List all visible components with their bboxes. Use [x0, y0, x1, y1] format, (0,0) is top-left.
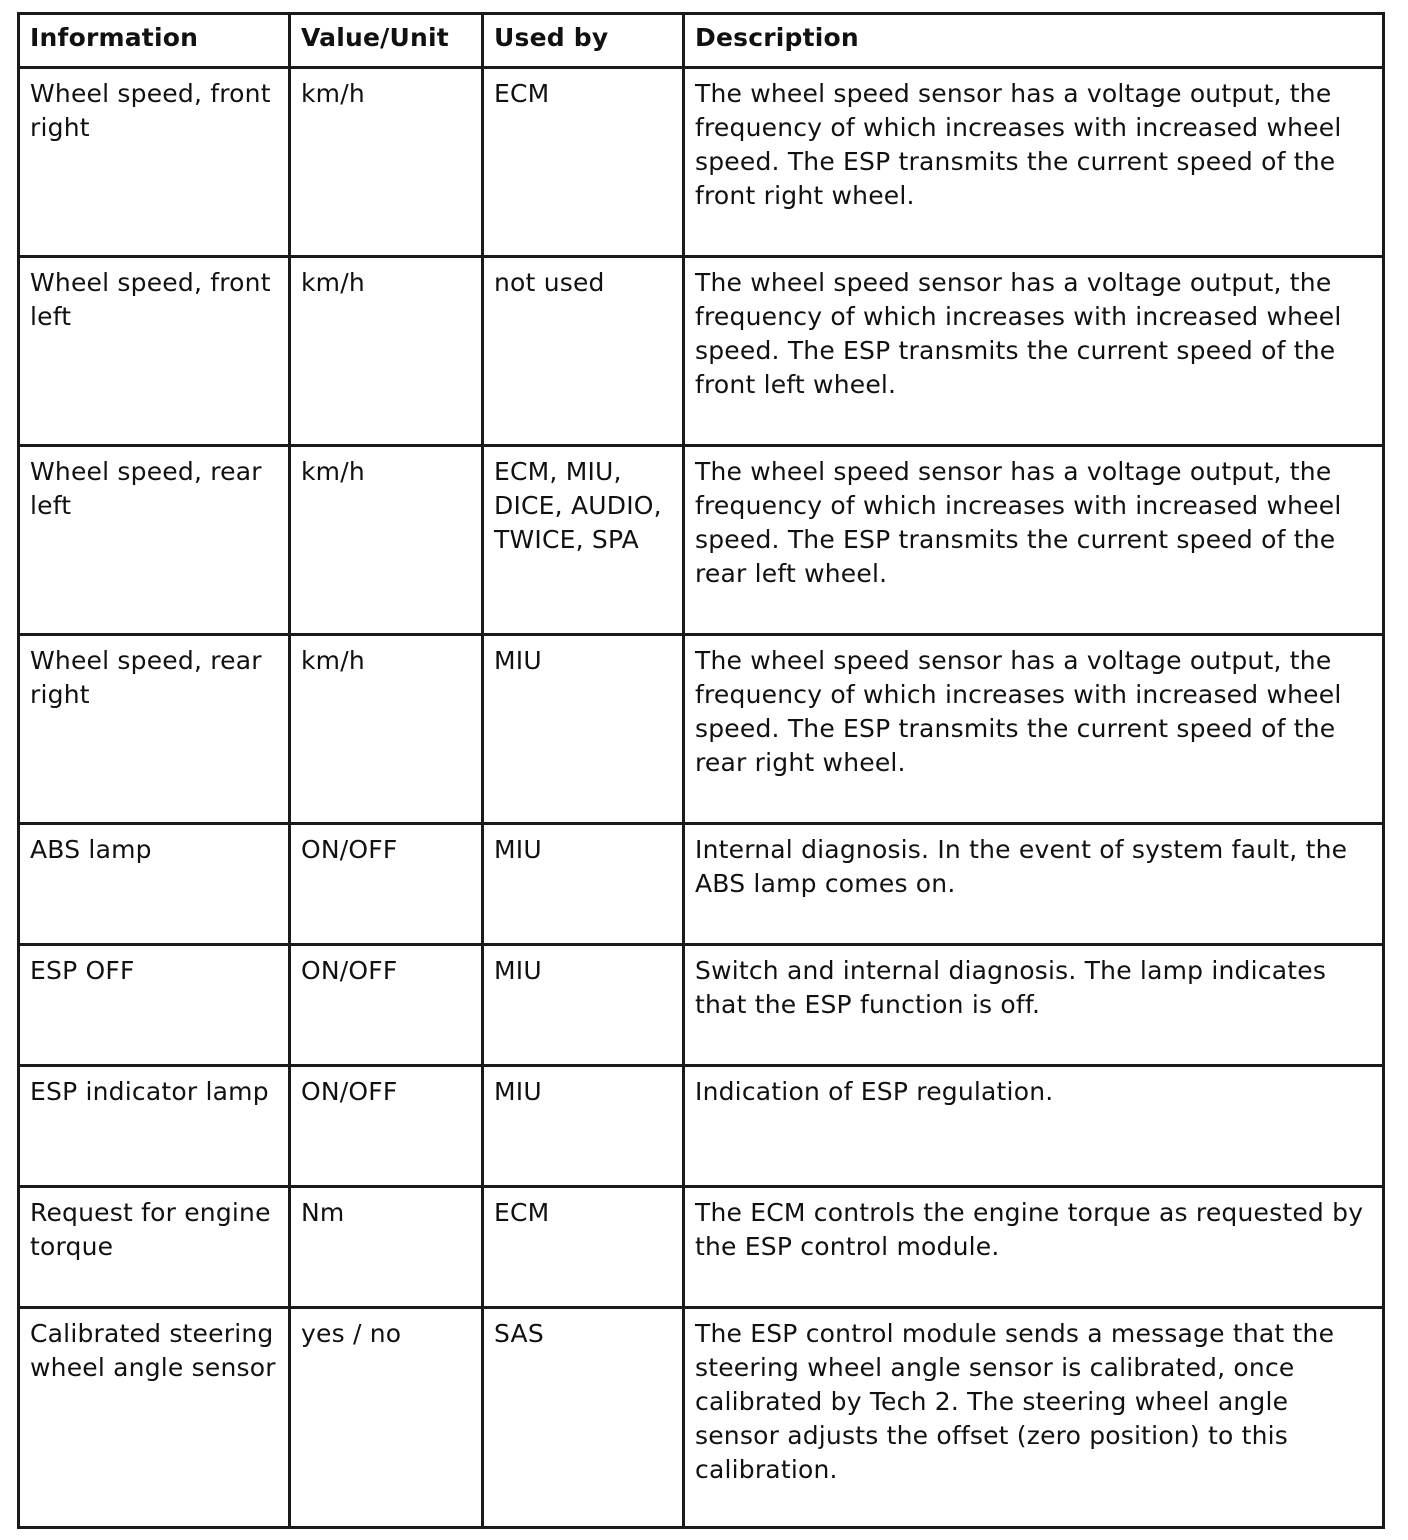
table-row [19, 1066, 1384, 1187]
header-information: Information [19, 14, 290, 68]
cell-used-by: ECM, MIU, DICE, AUDIO, TWICE, SPA [483, 446, 684, 635]
cell-used-by: MIU [483, 635, 684, 824]
cell-value-unit: ON/OFF [290, 1066, 483, 1187]
table-header-row [19, 14, 1384, 68]
cell-description: The wheel speed sensor has a voltage output, the frequency of which increases with increased wheel speed. The ESP transmits the current speed of the rear right wheel. [684, 635, 1384, 824]
cell-used-by: SAS [483, 1308, 684, 1528]
cell-used-by: MIU [483, 1066, 684, 1187]
cell-description: The wheel speed sensor has a voltage output, the frequency of which increases with increased wheel speed. The ESP transmits the current speed of the rear left wheel. [684, 446, 1384, 635]
header-value-unit: Value/Unit [290, 14, 483, 68]
cell-information: ESP OFF [19, 945, 290, 1066]
cell-used-by: ECM [483, 68, 684, 257]
cell-value-unit: yes / no [290, 1308, 483, 1528]
cell-used-by: not used [483, 257, 684, 446]
cell-description: The wheel speed sensor has a voltage output, the frequency of which increases with increased wheel speed. The ESP transmits the current speed of the front left wheel. [684, 257, 1384, 446]
cell-information: Wheel speed, rear right [19, 635, 290, 824]
cell-value-unit: ON/OFF [290, 824, 483, 945]
table-row [19, 1187, 1384, 1308]
cell-value-unit: Nm [290, 1187, 483, 1308]
header-description: Description [684, 14, 1384, 68]
table-row [19, 1308, 1384, 1528]
cell-description: Indication of ESP regulation. [684, 1066, 1384, 1187]
cell-value-unit: km/h [290, 68, 483, 257]
cell-information: Wheel speed, front right [19, 68, 290, 257]
cell-used-by: MIU [483, 945, 684, 1066]
table-row [19, 446, 1384, 635]
cell-used-by: MIU [483, 824, 684, 945]
cell-description: The ESP control module sends a message that the steering wheel angle sensor is calibrated, once calibrated by Tech 2. The steering wheel angle sensor adjusts the offset (zero position) to this calibration. [684, 1308, 1384, 1528]
header-used-by: Used by [483, 14, 684, 68]
table-row [19, 257, 1384, 446]
cell-description: Internal diagnosis. In the event of system fault, the ABS lamp comes on. [684, 824, 1384, 945]
cell-description: The wheel speed sensor has a voltage output, the frequency of which increases with increased wheel speed. The ESP transmits the current speed of the front right wheel. [684, 68, 1384, 257]
cell-information: Request for engine torque [19, 1187, 290, 1308]
cell-value-unit: km/h [290, 635, 483, 824]
cell-information: Wheel speed, front left [19, 257, 290, 446]
cell-information: ESP indicator lamp [19, 1066, 290, 1187]
cell-description: The ECM controls the engine torque as requested by the ESP control module. [684, 1187, 1384, 1308]
table-row [19, 945, 1384, 1066]
cell-value-unit: ON/OFF [290, 945, 483, 1066]
signal-info-table [17, 12, 1385, 1529]
table-row [19, 824, 1384, 945]
cell-information: ABS lamp [19, 824, 290, 945]
cell-used-by: ECM [483, 1187, 684, 1308]
cell-description: Switch and internal diagnosis. The lamp indicates that the ESP function is off. [684, 945, 1384, 1066]
cell-value-unit: km/h [290, 446, 483, 635]
cell-information: Calibrated steering wheel angle sensor [19, 1308, 290, 1528]
cell-information: Wheel speed, rear left [19, 446, 290, 635]
table-row [19, 68, 1384, 257]
cell-value-unit: km/h [290, 257, 483, 446]
table-row [19, 635, 1384, 824]
